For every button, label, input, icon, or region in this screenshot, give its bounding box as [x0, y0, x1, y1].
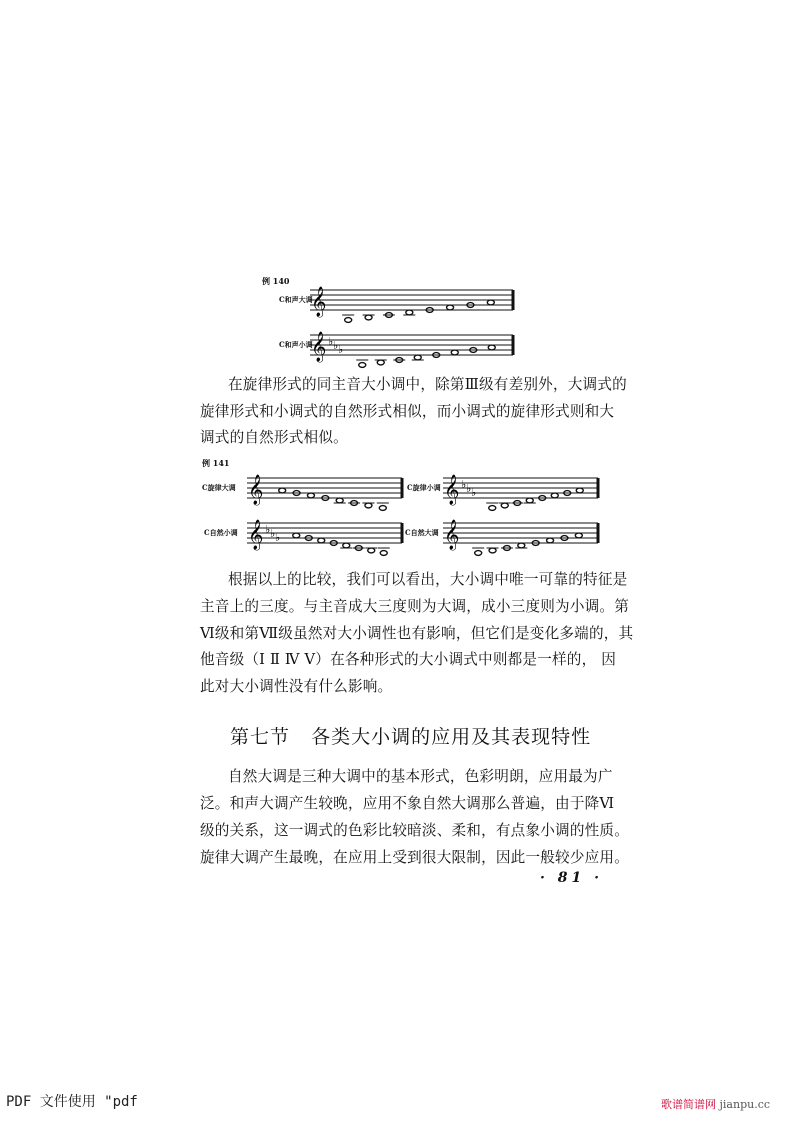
paragraph-line: 主音上的三度。与主音成大三度则为大调，成小三度则为小调。第: [200, 598, 630, 615]
whole-note: [447, 305, 454, 310]
treble-clef-icon: 𝄞: [311, 332, 327, 362]
whole-note: [293, 533, 300, 538]
whole-note: [575, 533, 582, 538]
paragraph-line: 根据以上的比较，我们可以看出，大小调中唯一可靠的特征是: [228, 571, 628, 588]
stave-label: C旋律大调: [202, 483, 236, 492]
page-number: · 81 ·: [540, 870, 603, 886]
whole-note: [359, 363, 366, 368]
whole-note: [307, 493, 314, 498]
paragraph-line: 旋律形式和小调式的自然形式相似，而小调式的旋律形式则和大: [200, 403, 615, 420]
flat-icon: ♭: [338, 343, 344, 356]
whole-note: [345, 318, 352, 323]
whole-note: [365, 503, 372, 508]
treble-clef-icon: 𝄞: [248, 475, 264, 505]
treble-clef-icon: 𝄞: [444, 475, 460, 505]
whole-note: [526, 498, 533, 503]
stave-label: C自然小调: [204, 528, 238, 537]
whole-note: [551, 493, 558, 498]
paragraph-line: 在旋律形式的同主音大小调中，除第Ⅲ级有差别外，大调式的: [228, 376, 627, 393]
watermark-cn: 歌谱简谱网: [661, 1098, 716, 1111]
stave-label: C和声小调: [279, 340, 313, 349]
pdf-footer-text: PDF 文件使用 "pdf: [6, 1094, 138, 1110]
whole-note: [406, 310, 413, 315]
flat-icon: ♭: [270, 527, 276, 540]
flat-icon: ♭: [471, 486, 477, 499]
stave-label: C自然大调: [405, 528, 439, 537]
whole-note: [368, 548, 375, 553]
whole-note: [336, 498, 343, 503]
flat-icon: ♭: [333, 339, 339, 352]
whole-note: [547, 538, 554, 543]
flat-icon: ♭: [275, 531, 281, 544]
whole-note: [377, 360, 384, 365]
paragraph-line: Ⅵ级和第Ⅶ级虽然对大小调性也有影响，但它们是变化多端的，其: [200, 625, 634, 642]
flat-icon: ♭: [265, 523, 271, 536]
paragraph-line: 此对大小调性没有什么影响。: [200, 678, 393, 695]
example-141-label: 例 141: [202, 458, 230, 468]
whole-note: [475, 551, 482, 556]
treble-clef-icon: 𝄞: [248, 520, 264, 550]
watermark-en: jianpu.cc: [719, 1098, 771, 1111]
watermark: [661, 1096, 770, 1112]
paragraph-line: 调式的自然形式相似。: [200, 429, 348, 446]
whole-note: [380, 551, 387, 556]
whole-note: [343, 543, 350, 548]
flat-icon: ♭: [328, 335, 334, 348]
whole-note: [518, 543, 525, 548]
whole-note: [488, 345, 495, 350]
whole-note: [379, 506, 386, 511]
whole-note: [576, 488, 583, 493]
paragraph-line: 他音级（Ⅰ Ⅱ Ⅳ Ⅴ）在各种形式的大小调式中则都是一样的， 因: [200, 651, 617, 668]
flat-icon: ♭: [466, 482, 472, 495]
section-heading: 第七节 各类大小调的应用及其表现特性: [230, 726, 592, 748]
paragraph-line: 级的关系，这一调式的色彩比较暗淡、柔和，有点象小调的性质。: [200, 822, 630, 839]
whole-note: [365, 315, 372, 320]
paragraph-line: 自然大调是三种大调中的基本形式，色彩明朗，应用最为广: [228, 768, 613, 785]
treble-clef-icon: 𝄞: [311, 287, 327, 317]
whole-note: [279, 488, 286, 493]
whole-note: [501, 503, 508, 508]
flat-icon: ♭: [461, 478, 467, 491]
paragraph-line: 泛。和声大调产生较晚，应用不象自然大调那么普遍，由于降Ⅵ: [200, 795, 615, 812]
whole-note: [451, 350, 458, 355]
whole-note: [489, 506, 496, 511]
stave-label: C和声大调: [279, 295, 313, 304]
example-140-label: 例 140: [262, 276, 290, 286]
whole-note: [487, 300, 494, 305]
whole-note: [414, 355, 421, 360]
paragraph-line: 旋律大调产生最晚，在应用上受到很大限制，因此一般较少应用。: [200, 849, 630, 866]
stave-label: C旋律小调: [407, 483, 441, 492]
treble-clef-icon: 𝄞: [444, 520, 460, 550]
whole-note: [489, 548, 496, 553]
whole-note: [318, 538, 325, 543]
